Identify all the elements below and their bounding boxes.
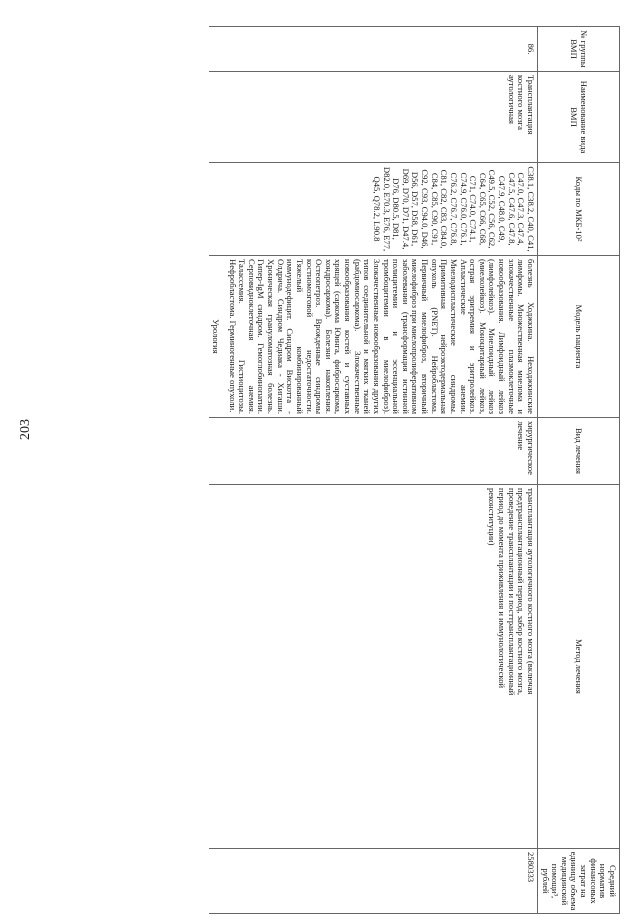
table-row (226, 27, 538, 914)
header-cost: Средний норматив финансовых затрат на единицу объема медицинской помощи³, рублей (538, 849, 620, 914)
row-method: трансплантация аутологичного костного мозга (включая предтрансплантационный период, забор костного мозга, проведение трансплантации и посттрансплантационный период до момента приживления и иммунологической реконституции) (226, 485, 538, 849)
section-row (209, 27, 226, 914)
header-type: Вид лечения (538, 418, 620, 485)
header-num: № группы ВМП (538, 27, 620, 72)
row-codes: C38.1, C38.2, C40, C41, C47.0, C47.3, C47.4, C47.5, C47.6, C47.8, C47.9, C48.0, C49, C49.5, C52, C56, C62, C64, C65, C66, C68, C71, C74.0, C74.1, C74.9, C76.0, C76.1, C76.2, C76.7, C76.8, C81, C82, C83, C84.0, C84, C85, C90, C91, C92, C93, C94.0, D46, D56, D57, D58, D61, D69, D70, D71, D47.4, D76, D80.5, D81, D82.0, E70.3, E76, E77, Q45, Q78.2, L90.8 (226, 163, 538, 256)
header-codes: Коды по МКБ-10² (538, 163, 620, 256)
page-number: 203 (18, 419, 33, 440)
section-title: Урология (209, 256, 226, 418)
rotated-table-container (115, 26, 620, 911)
header-name: Наименование вида ВМП (538, 72, 620, 163)
row-name: Трансплантация костного мозга аутологичная (226, 72, 538, 163)
table-header-row (538, 27, 620, 914)
header-model: Модель пациента (538, 256, 620, 418)
row-cost: 2580333 (226, 849, 538, 914)
row-model: болезнь Ходжкина. Неходжкинские лимфомы. Множественная миелома и злокачественные плазмоклеточные новообразования. Лимфоидный лейкоз (лимфолейкоз). Миелоидный лейкоз (миелолейкоз). Моноцитарный лейкоз, острая эритремия и эритролейкоз. Апластические анемии. Миелодиспластические синдромы. Примитивная нейроэктодермальная опухоль (PNET). Нейробластома. Первичный миелофиброз, вторичный миелофиброз при миелопролиферативном заболевании (трансформация истинной полицитемии и эссенциальной тромбоцитемии в миелофиброз). Злокачественные новообразования других типов соединительной и мягких тканей (рабдомиосаркома). Злокачественные новообразования костей и суставных хрящей (саркома Юинга, фибросаркома, хондросаркома). Болезни накопления. Остеопетроз. Врожденные синдромы костномозговой недостаточности. Тяжелый комбинированный иммунодефицит. Синдром Вискотта - Олдрича. Синдром Чедиака - Хигаши. Хроническая грануломатозная болезнь. Гипер-IgM синдром. Гемоглобинопатии. Серповидноклеточная анемия. Талассемия. Гистиоцитозы. Нефробластома. Герминогенные опухоли. (226, 256, 538, 418)
header-method: Метод лечения (538, 485, 620, 849)
row-num: 86. (226, 27, 538, 72)
row-type: хирургическое лечение (226, 418, 538, 485)
vmp-table (209, 26, 620, 914)
